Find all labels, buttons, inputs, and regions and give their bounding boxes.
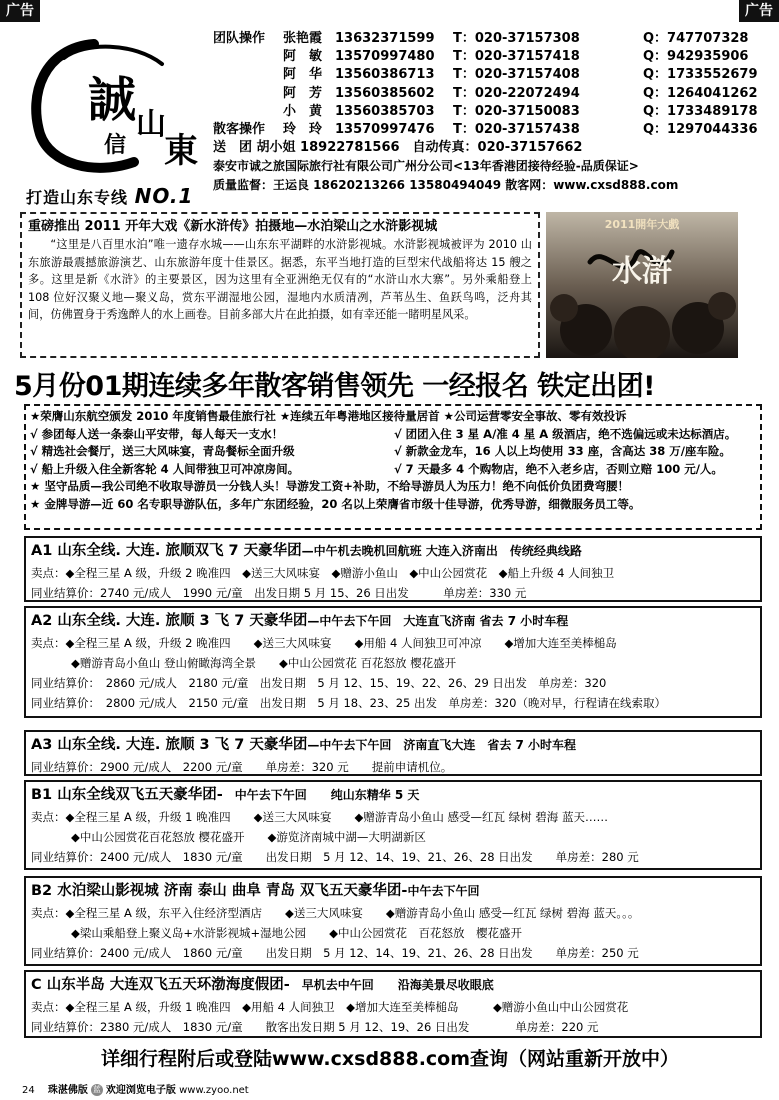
tour-highlights: 卖点：◆全程三星 A 级，东平入住经济型酒店 ◆送三大风味宴 ◆赠游青岛小鱼山 感受—红瓦 绿树 碧海 蓝天。。。 [31,906,640,920]
publication-name: 珠湛佛版 [47,1085,88,1096]
promo-guide-line: ★ 金牌导游—近 60 名专职导游队伍，多年广东团经验，20 名以上荣膺省市级十佳导游，优秀导游，细微服务员工等。 [30,496,641,511]
tour-price: 同业结算价：2400 元/成人 1830 元/童 出发日期 5 月 12、14、19、21、26、28 日出发 单房差：280 元 [31,850,639,864]
svg-text:山: 山 [136,107,166,142]
tour-b2 [24,876,762,966]
tour-price: 同业结算价：2400 元/成人 1860 元/童 出发日期 5 月 12、14、19、21、26、28 日出发 单房差：250 元 [31,946,639,960]
tour-title: A1 山东全线. 大连. 旅顺双飞 7 天豪华团—中午机去晚机回航班 大连入济南出 传统经典线路 [31,543,582,559]
tour-b1 [24,780,762,870]
tour-highlights: 卖点：◆全程三星 A 级，升级 2 晚准四 ◆送三大风味宴 ◆赠游小鱼山 ◆中山公园赏花 ◆船上升级 4 人间独卫 [31,566,615,580]
tour-price: 同业结算价：2740 元/成人 1990 元/童 出发日期 5 月 15、26 日出发 单房差：330 元 [31,586,527,600]
contact-row: 阿 敏 13570997480 T：020-37157418 Q：942935906 [283,49,749,65]
header [20,28,760,208]
promo-quality-line: ★ 坚守品质—我公司绝不收取导游员一分钱人头！导游发工资+补助，不给导游员人为压力！绝不向低价负团费弯腰！ [30,479,629,494]
tour-title: B2 水泊梁山影视城 济南 泰山 曲阜 青岛 双飞五天豪华团-中午去下午回 [31,883,480,899]
logo-emblem-icon [24,34,206,184]
tour-highlights: 卖点：◆全程三星 A 级，升级 1 晚准四 ◆用船 4 人间独卫 ◆增加大连至美棒槌岛 ◆赠游小鱼山中山公园赏花 [31,1000,629,1014]
tour-a1 [24,536,762,602]
feature-body: “这里是八百里水泊”唯一遗存水城——山东东平湖畔的水浒影视城。水浒影视城被评为 2010 山东旅游最震撼旅游演艺、山东旅游年度十佳景区。据悉，东平当地打造的巨型宋代战船将达 15 艘之多。这里是新《水浒》的主要景区，因为这里有全亚洲绝无仅有的“水浒山水大寨”。另外乘船登上 108 位好汉聚义地—聚义岛，赏东平湖湿地公园，湿地内水质清冽，芦苇丛生、鱼跃鸟鸣，泛舟其间，仿佛置身于秀逸醉人的水上画卷。目前多部大片在此拍摄，如有幸还能一睹明星风采。 [28,238,532,322]
welcome-text: 欢迎浏览电子版 [105,1085,176,1096]
tour-price: 同业结算价： 2800 元/成人 2150 元/童 出发日期 5 月 18、23、25 出发 单房差：320（晚对早，行程请在线索取） [31,696,666,710]
tour-price: 同业结算价： 2860 元/成人 2180 元/童 出发日期 5 月 12、15、19、22、26、29 日出发 单房差：320 [31,676,607,690]
page-footer [22,1081,249,1096]
tour-c [24,970,762,1038]
tour-highlights: ◆赠游青岛小鱼山 登山俯瞰海湾全景 ◆中山公园赏花 百花怒放 樱花盛开 [71,656,457,670]
promo-honor-line: ★荣膺山东航空颁发 2010 年度销售最佳旅行社 ★连续五年粤港地区接待量居首 ★公司运营零安全事故、零有效投诉 [30,409,627,423]
contact-row: 阿 华 13560386713 T：020-37157408 Q：1733552679 [283,67,758,83]
poster-year: 2011開年大戲 [604,218,680,231]
tour-highlights: ◆中山公园赏花百花怒放 樱花盛开 ◆游览济南城中湖—大明湖新区 [71,830,426,844]
ad-label-right: 广告 [739,0,779,22]
website-link[interactable]: 详细行程附后或登陆www.cxsd888.com查询（网站重新开放中） [100,1048,680,1070]
tour-highlights: 卖点：◆全程三星 A 级，升级 1 晚准四 ◆送三大风味宴 ◆赠游青岛小鱼山 感受—红瓦 绿树 碧海 蓝天…… [31,810,608,824]
ad-label-left: 广告 [0,0,40,22]
tour-a3 [24,730,762,776]
drama-poster [546,212,738,358]
contact-row: 散客操作 玲 玲 13570997476 T：020-37157438 Q：1297044336 [213,121,758,137]
tour-title: A3 山东全线. 大连. 旅顺 3 飞 7 天豪华团—中午去下午回 济南直飞大连 省去 7 小时车程 [31,737,577,753]
feature-title: 重磅推出 2011 开年大戏《新水浒传》拍摄地—水泊梁山之水浒影视城 [28,219,438,234]
contact-list [213,30,760,194]
tour-price: 同业结算价：2900 元/成人 2200 元/童 单房差：320 元 提前申请机位。 [31,760,453,774]
poster-title: 水滸 [612,254,672,289]
edition-badge-icon: 蓝 [92,1085,101,1094]
feature-box [20,212,540,358]
delivery-contact: 送 团 胡小姐 18922781566 自动传真：020-37157662 [213,140,583,156]
contact-row: 阿 芳 13560385602 T：020-22072494 Q：1264041262 [283,85,758,101]
tour-title: A2 山东全线. 大连. 旅顺 3 飞 7 天豪华团—中午去下午回 大连直飞济南 省去 7 小时车程 [31,613,569,629]
headline-banner: 5月份01期连续多年散客销售领先 一经报名 铁定出团! [14,371,655,402]
promo-box [24,404,762,530]
tour-title: C 山东半岛 大连双飞五天环渤海度假团- 早机去中午回 沿海美景尽收眼底 [31,977,494,993]
tour-title: B1 山东全线双飞五天豪华团- 中午去下午回 纯山东精华 5 天 [31,787,420,803]
promo-row: √ 船上升级入住全新客轮 4 人间带独卫可冲凉房间。 √ 7 天最多 4 个购物店，绝不入老乡店，否则立赔 100 元/人。 [30,461,723,476]
page-number: 24 [22,1085,35,1096]
svg-text:信: 信 [104,132,127,158]
tour-price: 同业结算价：2380 元/成人 1830 元/童 散客出发日期 5 月 12、19、26 日出发 单房差：220 元 [31,1020,599,1034]
svg-text:誠: 誠 [88,72,137,128]
company-logo [20,34,210,208]
slogan: 打造山东专线 NO.1 [26,184,194,208]
tour-a2 [24,606,762,718]
svg-text:東: 東 [164,131,198,171]
contact-row: 团队操作 张艳霞 13632371599 T：020-37157308 Q：747707328 [213,31,749,46]
promo-row: √ 精选社会餐厅，送三大风味宴，青岛餐标全面升级 √ 新款金龙车，16 人以上均使用 33 座，含高达 38 万/座车险。 [30,444,731,459]
company-name: 泰安市诚之旅国际旅行社有限公司广州分公司<13年香港团接待经验-品质保证> [213,159,639,174]
footer-url[interactable]: www.zyoo.net [179,1085,249,1096]
contact-row: 小 黄 13560385703 T：020-37150083 Q：1733489178 [283,103,758,119]
tour-highlights: 卖点：◆全程三星 A 级，升级 2 晚准四 ◆送三大风味宴 ◆用船 4 人间独卫可冲凉 ◆增加大连至美棒槌岛 [31,636,617,650]
promo-row: √ 参团每人送一条泰山平安带，每人每天一支水！ √ 团团入住 3 星 A/准 4 星 A 级酒店，绝不选偏远或未达标酒店。 [30,426,737,441]
tour-highlights: ◆梁山乘船登上聚义岛+水浒影视城+湿地公园 ◆中山公园赏花 百花怒放 樱花盛开 [71,926,522,940]
quality-supervisor: 质量监督：王运良 18620213266 13580494049 散客网：www.cxsd888.com [213,177,679,192]
